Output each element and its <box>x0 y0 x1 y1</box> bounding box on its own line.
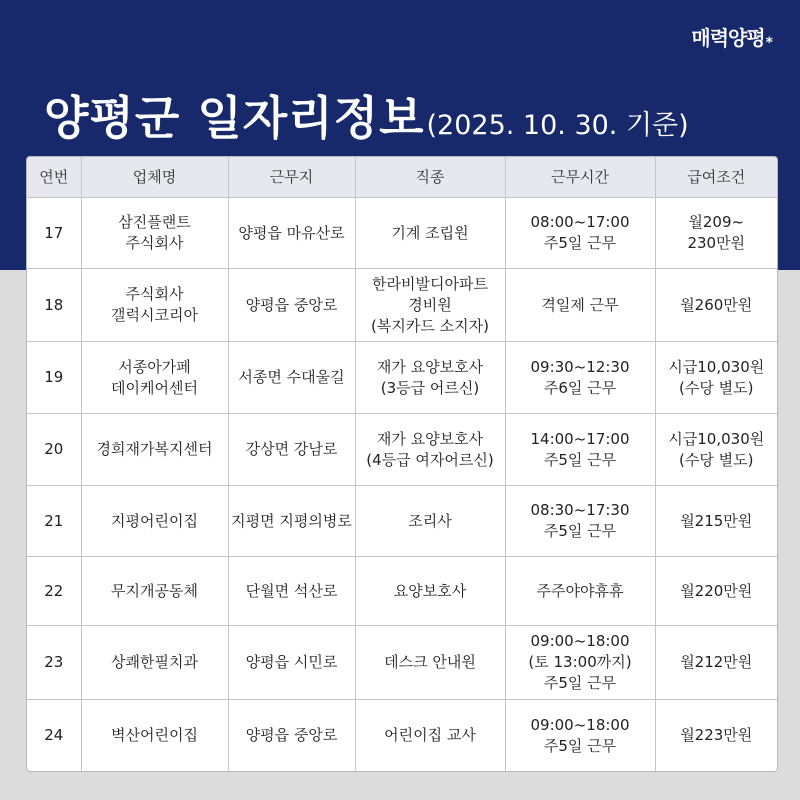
location-cell <box>228 198 355 269</box>
company-cell-line: 상쾌한필치과 <box>111 653 198 671</box>
hours-cell-line: 09:00~18:00 <box>530 715 630 734</box>
pay-cell <box>655 626 777 700</box>
job-cell <box>355 198 505 269</box>
pay-cell <box>655 557 777 626</box>
location-cell-line: 단월면 석산로 <box>245 581 338 600</box>
header-company: 업체명 <box>81 157 228 198</box>
company-cell <box>81 626 228 700</box>
hours-cell-line: 09:30~12:30 <box>530 357 630 376</box>
pay-cell-line: (수당 별도) <box>679 378 754 397</box>
job-cell <box>355 269 505 342</box>
row-number: 24 <box>27 700 81 772</box>
hours-cell-line: 주5일 근무 <box>543 736 617 755</box>
hours-cell-line: 08:00~17:00 <box>530 213 630 231</box>
job-cell-line: 요양보호사 <box>393 581 467 600</box>
hours-cell-line: 격일제 근무 <box>541 295 619 314</box>
pay-cell-line: 월209~ <box>688 213 745 231</box>
company-cell-line: 데이케어센터 <box>111 378 198 397</box>
jobs-table <box>27 157 777 772</box>
hours-cell <box>505 486 655 557</box>
job-cell <box>355 414 505 486</box>
table-row <box>27 342 777 414</box>
location-cell <box>228 486 355 557</box>
pay-cell <box>655 414 777 486</box>
job-cell-line: 재가 요양보호사 <box>376 429 484 448</box>
company-cell-line: 지평어린이집 <box>111 511 198 530</box>
header-job: 직종 <box>355 157 505 198</box>
company-cell-line: 주식회사 <box>125 234 184 252</box>
header-no: 연번 <box>27 157 81 198</box>
pay-cell <box>655 269 777 342</box>
job-cell-line: 기계 조립원 <box>391 223 469 242</box>
pay-cell-line: 시급10,030원 <box>668 357 765 376</box>
pay-cell-line: 230만원 <box>687 234 746 252</box>
pay-cell-line: 월223만원 <box>680 726 753 745</box>
pay-cell <box>655 486 777 557</box>
location-cell <box>228 342 355 414</box>
job-cell-line: 데스크 안내원 <box>384 653 476 671</box>
company-cell-line: 경희재가복지센터 <box>96 440 213 458</box>
job-cell-line: 재가 요양보호사 <box>376 357 484 376</box>
hours-cell-line: 주5일 근무 <box>543 234 617 252</box>
job-cell <box>355 700 505 772</box>
job-cell-line: (복지카드 소지자) <box>371 316 489 335</box>
location-cell-line: 양평읍 마유산로 <box>238 223 345 242</box>
company-cell-line: 무지개공동체 <box>111 581 198 600</box>
hours-cell-line: 주5일 근무 <box>543 674 617 692</box>
hours-cell <box>505 269 655 342</box>
pay-cell-line: (수당 별도) <box>679 450 754 469</box>
page-title-main: 양평군 일자리정보 <box>44 91 425 145</box>
location-cell-line: 양평읍 시민로 <box>245 653 338 671</box>
table-row <box>27 700 777 772</box>
job-cell <box>355 557 505 626</box>
hours-cell-line: 08:30~17:30 <box>530 501 630 519</box>
hours-cell <box>505 557 655 626</box>
table-row <box>27 626 777 700</box>
company-cell-line: 서종아가페 <box>118 357 191 376</box>
location-cell <box>228 414 355 486</box>
location-cell <box>228 626 355 700</box>
job-cell-line: 한라비발디아파트 <box>372 274 488 293</box>
pay-cell <box>655 198 777 269</box>
row-number: 21 <box>27 486 81 557</box>
hours-cell-line: 14:00~17:00 <box>530 429 630 448</box>
company-cell <box>81 198 228 269</box>
hours-cell-line: 주5일 근무 <box>543 450 617 469</box>
hours-cell-line: (토 13:00까지) <box>528 653 632 671</box>
location-cell-line: 지평면 지평의병로 <box>231 511 352 530</box>
hours-cell <box>505 414 655 486</box>
job-cell <box>355 626 505 700</box>
pay-cell-line: 시급10,030원 <box>668 429 765 448</box>
row-number: 17 <box>27 198 81 269</box>
brand-logo <box>691 22 772 51</box>
hours-cell-line: 주주야야휴휴 <box>536 581 624 600</box>
hours-cell <box>505 198 655 269</box>
table-row <box>27 486 777 557</box>
job-cell-line: (3등급 어르신) <box>380 378 480 397</box>
hours-cell <box>505 700 655 772</box>
location-cell-line: 강상면 강남로 <box>245 440 338 458</box>
location-cell-line: 서종면 수대울길 <box>238 368 345 386</box>
job-cell-line: 조리사 <box>408 511 452 530</box>
company-cell <box>81 700 228 772</box>
header-location: 근무지 <box>228 157 355 198</box>
row-number: 23 <box>27 626 81 700</box>
brand-logo-text: 매력양평 <box>691 26 765 50</box>
company-cell <box>81 486 228 557</box>
jobs-table-card <box>26 156 778 772</box>
company-cell-line: 삼진플랜트 <box>118 213 191 231</box>
job-cell-line: 경비원 <box>408 295 452 314</box>
pay-cell <box>655 342 777 414</box>
company-cell-line: 벽산어린이집 <box>111 726 198 745</box>
company-cell <box>81 269 228 342</box>
hours-cell <box>505 626 655 700</box>
location-cell-line: 양평읍 중앙로 <box>245 726 338 745</box>
star-icon: * <box>765 35 772 51</box>
table-row <box>27 269 777 342</box>
pay-cell-line: 월212만원 <box>680 653 753 671</box>
page-title-date: (2025. 10. 30. 기준) <box>426 110 689 141</box>
pay-cell-line: 월220만원 <box>680 581 753 600</box>
company-cell-line: 갤럭시코리아 <box>111 306 198 324</box>
row-number: 18 <box>27 269 81 342</box>
company-cell <box>81 557 228 626</box>
location-cell-line: 양평읍 중앙로 <box>245 295 338 314</box>
job-cell-line: 어린이집 교사 <box>384 726 476 745</box>
hours-cell <box>505 342 655 414</box>
job-cell <box>355 342 505 414</box>
row-number: 22 <box>27 557 81 626</box>
job-cell <box>355 486 505 557</box>
company-cell <box>81 414 228 486</box>
header-pay: 급여조건 <box>655 157 777 198</box>
job-cell-line: (4등급 여자어르신) <box>366 450 494 469</box>
row-number: 20 <box>27 414 81 486</box>
row-number: 19 <box>27 342 81 414</box>
hours-cell-line: 주5일 근무 <box>543 522 617 540</box>
location-cell <box>228 269 355 342</box>
header-hours: 근무시간 <box>505 157 655 198</box>
location-cell <box>228 700 355 772</box>
table-header-row <box>27 157 777 198</box>
table-row <box>27 557 777 626</box>
page-title <box>44 82 689 148</box>
company-cell <box>81 342 228 414</box>
pay-cell-line: 월260만원 <box>680 295 753 314</box>
hours-cell-line: 09:00~18:00 <box>530 632 630 650</box>
table-row <box>27 414 777 486</box>
pay-cell <box>655 700 777 772</box>
pay-cell-line: 월215만원 <box>680 511 753 530</box>
hours-cell-line: 주6일 근무 <box>543 378 617 397</box>
company-cell-line: 주식회사 <box>125 285 184 303</box>
table-row <box>27 198 777 269</box>
location-cell <box>228 557 355 626</box>
